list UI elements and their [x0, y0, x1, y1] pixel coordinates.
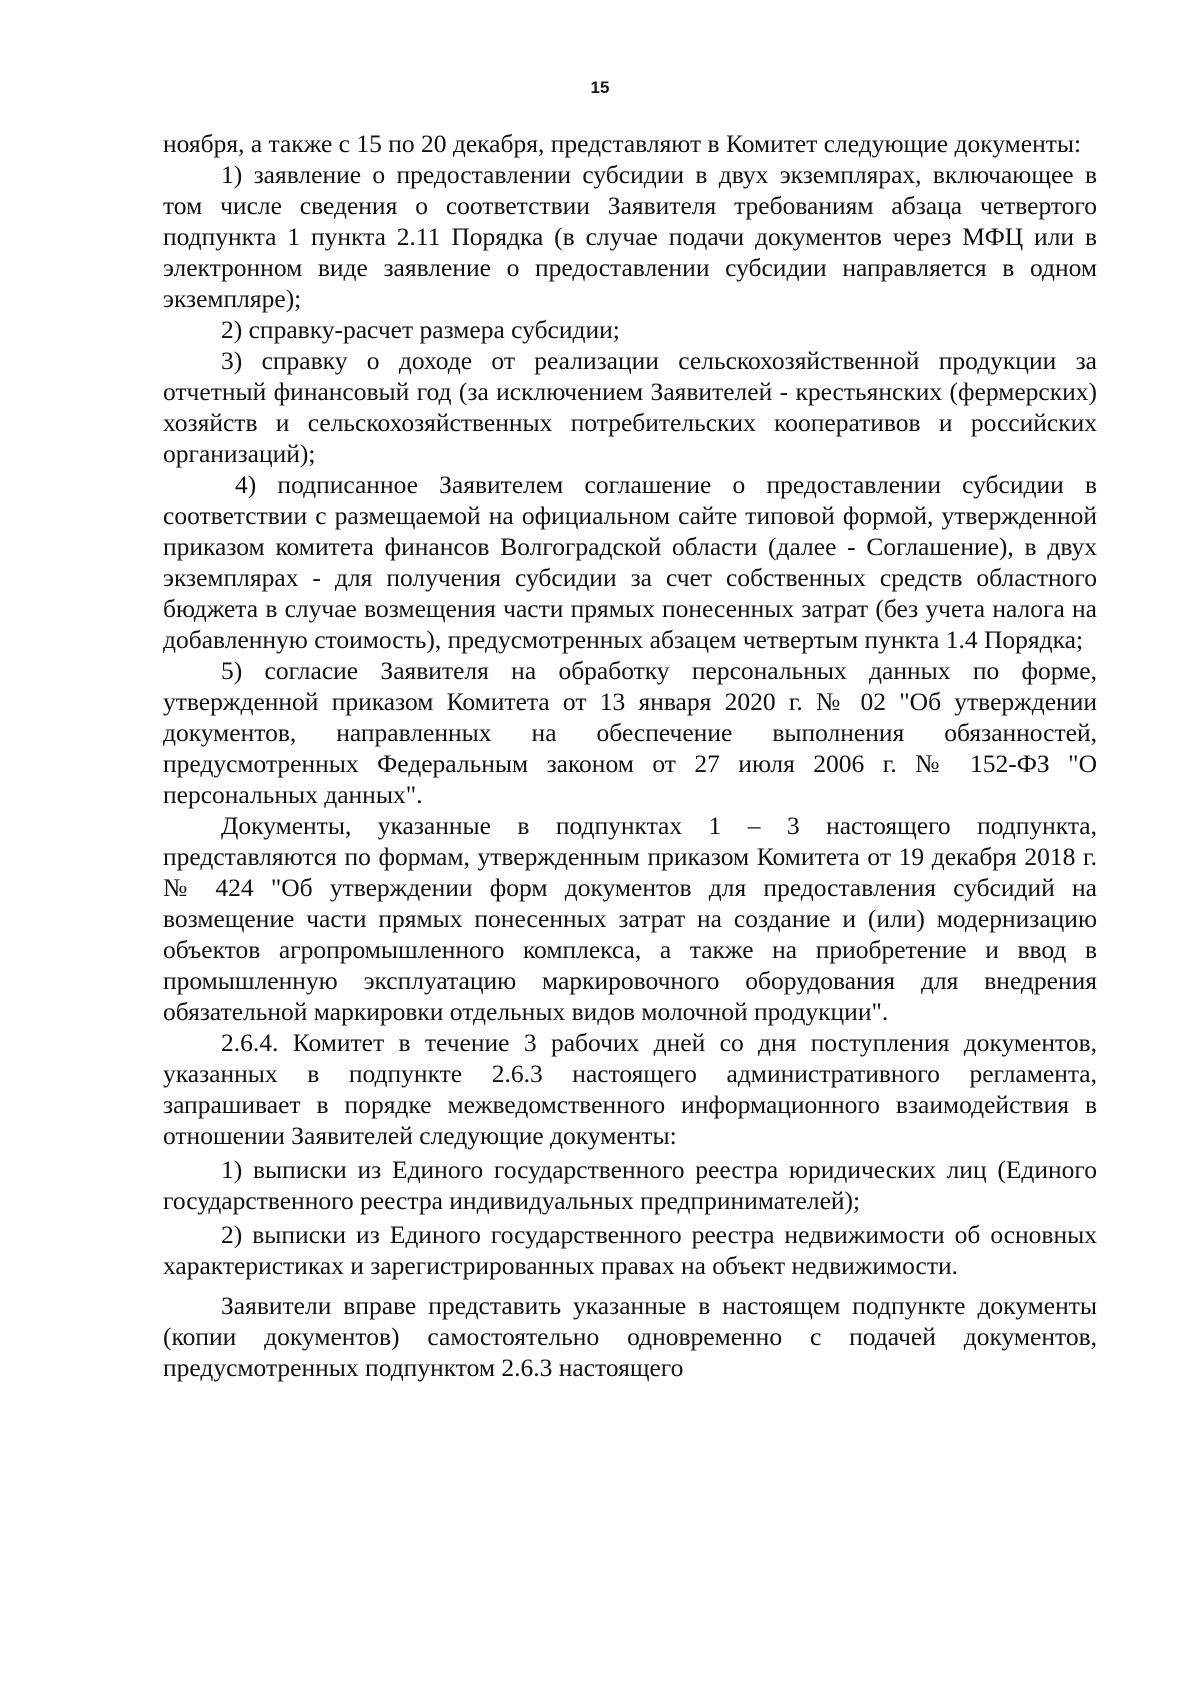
list-item-income-certificate: 3) справку о доходе от реализации сельскохозяйственной продукции за отчетный финансовый год (за исключением Заявителей - крестьянских (фермерских) хозяйств и сельскохозяйственных потребительских кооперативов и российских организаций); [163, 346, 1097, 468]
paragraph-document-forms: Документы, указанные в подпунктах 1 – 3 настоящего подпункта, представляются по формам, утвержденным приказом Комитета от 19 декабря 2018 г. № 424 "Об утверждении форм документов для предоставления субсидий на возмещение части прямых понесенных затрат на создание и (или) модернизацию объектов агропромышленного комплекса, а также на приобретение и ввод в промышленную эксплуатацию маркировочного оборудования для внедрения обязательной маркировки отдельных видов молочной продукции". [163, 811, 1097, 1026]
list-item-real-estate-extract: 2) выписки из Единого государственного реестра недвижимости об основных характеристиках и зарегистрированных правах на объект недвижимости. [163, 1220, 1097, 1280]
list-item-application: 1) заявление о предоставлении субсидии в двух экземплярах, включающее в том числе сведения о соответствии Заявителя требованиям абзаца четвертого подпункта 1 пункта 2.11 Порядка (в случае подачи документов через МФЦ или в электронном виде заявление о предоставлении субсидии направляется в одном экземпляре); [163, 160, 1097, 313]
document-body [163, 128, 1097, 1383]
paragraph-applicants-right: Заявители вправе представить указанные в настоящем подпункте документы (копии документов) самостоятельно одновременно с подачей документов, предусмотренных подпунктом 2.6.3 настоящего [163, 1291, 1097, 1382]
list-item-legal-entities-extract: 1) выписки из Единого государственного реестра юридических лиц (Единого государственного реестра индивидуальных предпринимателей); [163, 1155, 1097, 1215]
list-item-agreement: 4) подписанное Заявителем соглашение о предоставлении субсидии в соответствии с размещаемой на официальном сайте типовой формой, утвержденной приказом комитета финансов Волгоградской области (далее - Соглашение), в двух экземплярах - для получения субсидии за счет собственных средств областного бюджета в случае возмещения части прямых понесенных затрат (без учета налога на добавленную стоимость), предусмотренных абзацем четвертым пункта 1.4 Порядка; [163, 470, 1097, 654]
paragraph-continuation: ноября, а также с 15 по 20 декабря, представляют в Комитет следующие документы: [163, 129, 1082, 158]
list-item-calculation: 2) справку-расчет размера субсидии; [221, 315, 620, 344]
page-number: 15 [590, 78, 610, 97]
list-item-personal-data-consent: 5) согласие Заявителя на обработку персональных данных по форме, утвержденной приказом Комитета от 13 января 2020 г. № 02 "Об утверждении документов, направленных на обеспечение выполнения обязанностей, предусмотренных Федеральным законом от 27 июля 2006 г. № 152-ФЗ "О персональных данных". [163, 656, 1097, 809]
paragraph-2-6-4: 2.6.4. Комитет в течение 3 рабочих дней со дня поступления документов, указанных в подпункте 2.6.3 настоящего административного регламента, запрашивает в порядке межведомственного информационного взаимодействия в отношении Заявителей следующие документы: [163, 1028, 1097, 1150]
